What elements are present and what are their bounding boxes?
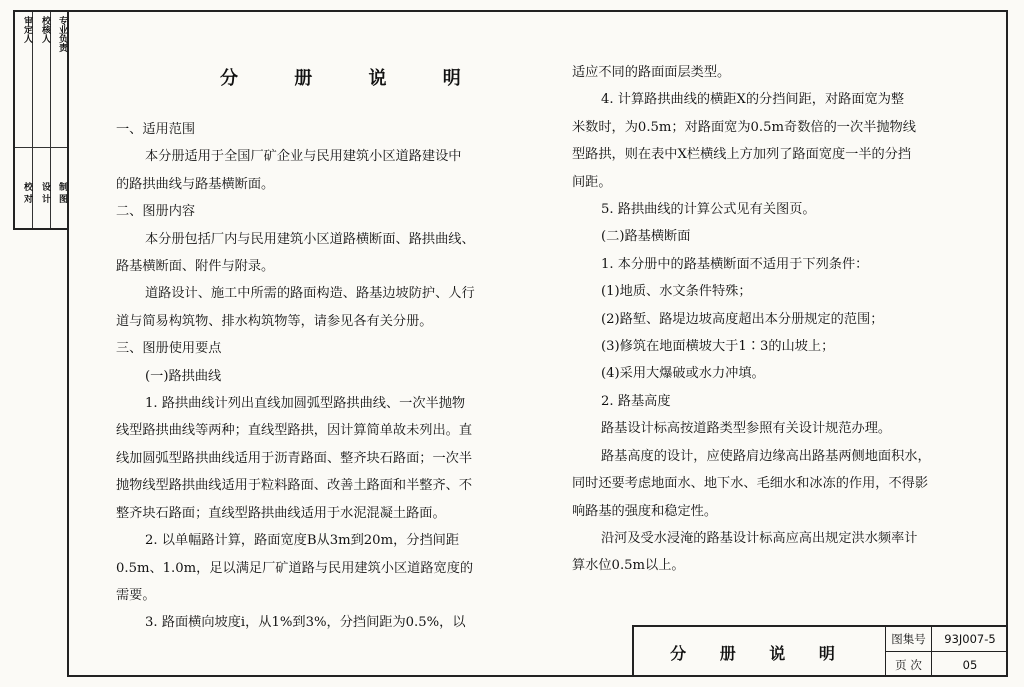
atlas-number-label: 图集号 [886, 627, 932, 651]
signature-role-top: 校核人 [40, 16, 50, 43]
text-line: 1. 本分册中的路基横断面不适用于下列条件： [601, 256, 869, 272]
text-line: 一、适用范围 [116, 122, 196, 137]
text-line: 算水位0.5m以上。 [572, 558, 685, 574]
text-line: 线加圆弧型路拱曲线适用于沥青路面、整齐块石路面；一次半 [116, 450, 473, 466]
text-line: 本分册包括厂内与民用建筑小区道路横断面、路拱曲线、 [145, 231, 475, 247]
atlas-number-value: 93J007-5 [944, 632, 996, 646]
signature-role-bottom: 校 对 [22, 182, 32, 204]
text-line: 型路拱，则在表中X栏横线上方加列了路面宽度一半的分挡 [572, 147, 912, 163]
page-number-value: 05 [962, 657, 978, 672]
text-line: 线型路拱曲线等两种；直线型路拱，因计算简单故未列出。直 [116, 423, 473, 439]
text-line: 1. 路拱曲线计列出直线加圆弧型路拱曲线、一次半抛物 [145, 396, 466, 412]
signature-column [33, 12, 51, 228]
page-number-row [886, 652, 1008, 677]
signature-column [51, 12, 67, 228]
text-line: (2)路堑、路堤边坡高度超出本分册规定的范围； [601, 311, 884, 327]
text-line: 本分册适用于全国厂矿企业与民用建筑小区道路建设中 [145, 149, 462, 165]
signature-role-top: 专业负责 [57, 16, 67, 52]
text-line: 路基横断面、附件与附录。 [116, 259, 275, 275]
title-block [632, 625, 1008, 677]
text-line: 间距。 [572, 174, 612, 190]
signature-column [15, 12, 33, 228]
text-line: 5. 路拱曲线的计算公式见有关图页。 [601, 202, 816, 218]
text-line: 2. 以单幅路计算，路面宽度B从3m到20m，分挡间距 [145, 533, 460, 549]
text-line: 0.5m、1.0m，足以满足厂矿道路与民用建筑小区道路宽度的 [116, 560, 474, 576]
text-line: 响路基的强度和稳定性。 [572, 503, 718, 519]
text-line: 适应不同的路面面层类型。 [572, 65, 731, 80]
title-block-name: 分 册 说 明 [634, 627, 886, 677]
text-line: (一)路拱曲线 [145, 368, 222, 384]
text-line: 抛物线型路拱曲线适用于粒料路面、改善土路面和半整齐、不 [116, 478, 473, 494]
text-line: 的路拱曲线与路基横断面。 [116, 176, 275, 192]
text-line: 同时还要考虑地面水、地下水、毛细水和冰冻的作用，不得影 [572, 476, 929, 492]
text-line: 三、图册使用要点 [116, 341, 222, 357]
text-line: 道路设计、施工中所需的路面构造、路基边坡防护、人行 [145, 286, 475, 302]
text-line: 需要。 [116, 587, 156, 603]
right-text-column [572, 59, 972, 580]
left-text-column [116, 116, 512, 637]
text-line: (4)采用大爆破或水力冲填。 [601, 366, 765, 382]
signature-role-bottom: 制 图 [57, 182, 67, 204]
text-line: 整齐块石路面；直线型路拱曲线适用于水泥混凝土路面。 [116, 505, 446, 521]
text-line: 3. 路面横向坡度i，从1%到3%，分挡间距为0.5%，以 [145, 615, 466, 631]
text-line: 米数时，为0.5m；对路面宽为0.5m奇数倍的一次半抛物线 [572, 119, 916, 135]
text-line: 道与简易构筑物、排水构筑物等，请参见各有关分册。 [116, 313, 433, 329]
signature-strip [13, 10, 69, 230]
text-line: 4. 计算路拱曲线的横距X的分挡间距，对路面宽为整 [601, 92, 905, 108]
text-line: (3)修筑在地面横坡大于1∶3的山坡上； [601, 339, 835, 355]
text-line: (二)路基横断面 [601, 229, 691, 245]
signature-role-bottom: 设 计 [40, 182, 50, 204]
signature-role-top: 审定人 [22, 16, 32, 43]
page-title: 分 册 说 明 [220, 68, 486, 89]
text-line: 路基高度的设计，应使路肩边缘高出路基两侧地面积水， [601, 448, 931, 464]
text-line: 沿河及受水浸淹的路基设计标高应高出规定洪水频率计 [601, 530, 918, 546]
text-line: 路基设计标高按道路类型参照有关设计规范办理。 [601, 421, 892, 437]
text-line: (1)地质、水文条件特殊； [601, 284, 752, 300]
page-number-label: 页 次 [886, 652, 932, 677]
atlas-number-row [886, 627, 1008, 652]
text-line: 2. 路基高度 [601, 393, 671, 409]
text-line: 二、图册内容 [116, 204, 196, 220]
